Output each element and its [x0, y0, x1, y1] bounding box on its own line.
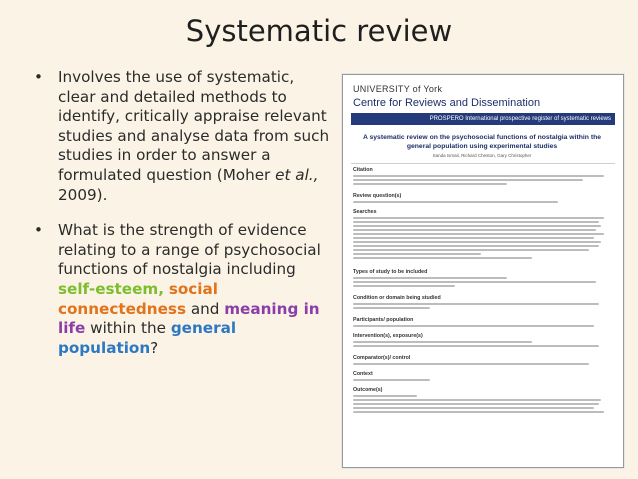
doc-section [353, 209, 609, 261]
bullet-marker: • [34, 221, 43, 240]
bullet-question [30, 221, 330, 358]
section-heading: Intervention(s), exposure(s) [353, 333, 423, 339]
doc-section [353, 167, 609, 187]
keyword-social-connectedness: social connectedness [58, 279, 218, 318]
section-heading: Comparator(s)/ control [353, 355, 411, 361]
doc-section [353, 371, 609, 383]
doc-section [353, 295, 609, 311]
doc-section [353, 317, 609, 329]
doc-section [353, 333, 609, 349]
bullet-text: What is the strength of evidence relating to a range of psychosocial functions of nostalgia including [58, 221, 321, 279]
bullet-marker: • [34, 68, 43, 86]
section-heading: Condition or domain being studied [353, 295, 441, 301]
document-authors: Sanda Ismail, Richard Cheston, Gary Christopher [432, 153, 532, 158]
doc-section [353, 269, 609, 289]
doc-section [353, 193, 609, 205]
prospero-document-image [342, 74, 624, 468]
section-heading: Types of study to be included [353, 269, 428, 275]
bullet-text: 2009). [58, 185, 108, 204]
doc-section [353, 355, 609, 367]
section-heading: Citation [353, 167, 373, 173]
doc-section [353, 387, 609, 415]
bullet-definition [30, 68, 330, 205]
document-title: A systematic review on the psychosocial functions of nostalgia within the general population using experimental studies [362, 134, 602, 150]
keyword-general-population: general population [58, 319, 237, 357]
bullet-list [30, 68, 330, 374]
divider [351, 163, 615, 164]
section-heading: Participants/ population [353, 317, 414, 323]
keyword-self-esteem: self-esteem, [58, 279, 164, 298]
section-heading: Searches [353, 209, 377, 215]
slide-title: Systematic review [185, 14, 453, 48]
section-heading: Outcome(s) [353, 387, 383, 393]
section-heading: Review question(s) [353, 193, 402, 199]
question-mark: ? [150, 338, 159, 357]
centre-name: Centre for Reviews and Dissemination [353, 97, 541, 109]
separator: and [186, 299, 225, 318]
separator: within the [85, 319, 171, 338]
prospero-banner: PROSPERO International prospective register of systematic reviews [351, 113, 615, 125]
bullet-text: Involves the use of systematic, clear and detailed methods to identify, critically appraise relevant studies and analyse data from such studies in order to answer a formulated question (Moher [58, 68, 330, 184]
university-logo-text: UNIVERSITY of York [353, 84, 443, 94]
keyword-meaning-in-life: meaning in life [58, 299, 320, 338]
bullet-italic-text: et al., [275, 165, 319, 184]
section-heading: Context [353, 371, 373, 377]
